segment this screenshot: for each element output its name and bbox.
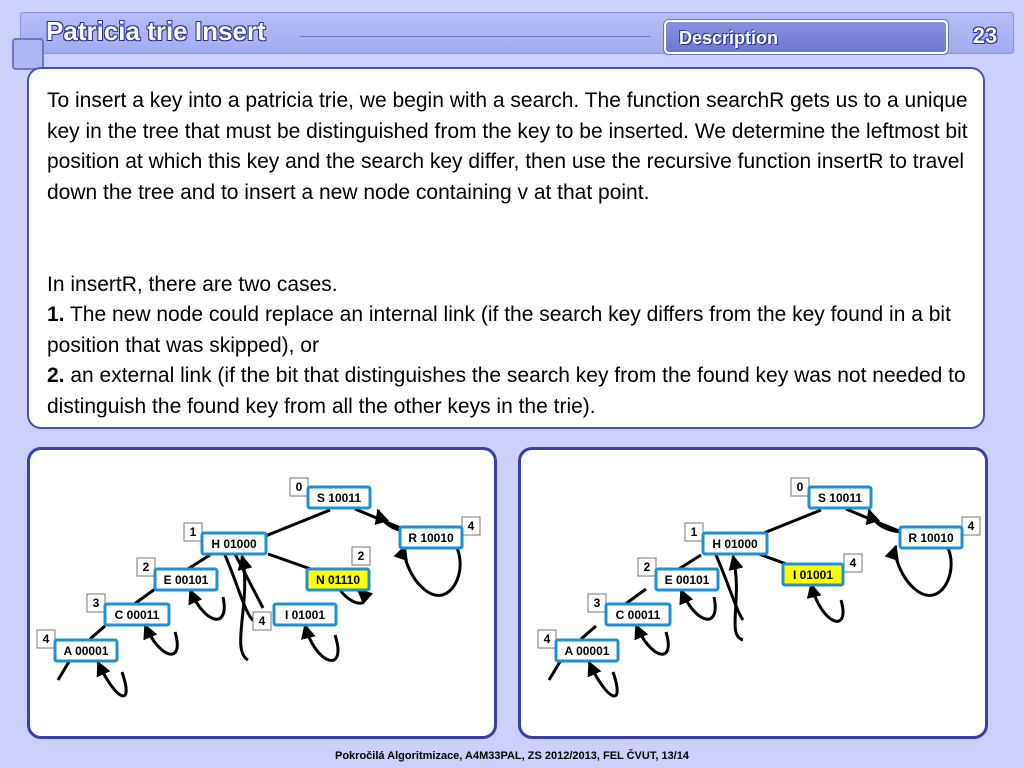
slide-title: Patricia trie Insert <box>46 16 266 46</box>
node-key: S 10011 <box>817 491 863 505</box>
node-S <box>290 478 370 508</box>
node-key: R 10010 <box>408 531 454 545</box>
text-panel <box>27 67 985 429</box>
diagram-right <box>518 447 988 739</box>
corner-decoration <box>12 38 44 70</box>
case-2 <box>47 361 972 422</box>
node-key: S 10011 <box>316 491 362 505</box>
node-I <box>253 604 336 630</box>
case-1-number: 1. <box>47 303 65 326</box>
node-E <box>137 558 217 590</box>
node-A <box>538 630 618 661</box>
node-H <box>685 523 767 554</box>
diagram-left <box>27 447 497 739</box>
case-1-text: The new node could replace an internal link (if the search key differs from the key found in a bit position that was skipped), or <box>47 303 951 357</box>
node-C <box>87 594 169 625</box>
node-E <box>638 558 718 590</box>
header-divider <box>300 36 650 37</box>
node-key: I 01001 <box>284 608 326 622</box>
footer: Pokročilá Algoritmizace, A4M33PAL, ZS 2012/2013, FEL ČVUT, 13/14 <box>335 750 689 762</box>
bit-index: 0 <box>295 480 303 494</box>
bit-index: 3 <box>593 596 601 610</box>
node-key: E 00101 <box>163 573 209 587</box>
patricia-trie-left <box>30 450 497 739</box>
bit-index: 4 <box>42 632 50 646</box>
case-1 <box>47 300 972 361</box>
page-number: 23 <box>972 23 998 48</box>
bit-index: 4 <box>849 556 857 570</box>
bit-index: 4 <box>967 519 975 533</box>
section-label: Description <box>679 28 779 48</box>
intro-paragraph: To insert a key into a patricia trie, we begin with a search. The function searchR gets us to a unique key in the tree that must be distinguished from the key to be inserted. We determine the leftmost bit position at which this key and the search key differ, then use the recursive function insertR to travel down the tree and to insert a new node containing v at that point. <box>47 89 968 204</box>
case-2-number: 2. <box>47 364 65 387</box>
section-tab <box>664 20 948 54</box>
node-key: R 10010 <box>908 531 954 545</box>
patricia-trie-right <box>521 450 988 739</box>
node-N <box>307 547 370 590</box>
bit-index: 2 <box>357 549 365 563</box>
node-S <box>791 478 871 508</box>
node-key: A 00001 <box>564 644 610 658</box>
node-key: E 00101 <box>664 573 710 587</box>
bit-index: 4 <box>543 632 551 646</box>
bit-index: 2 <box>643 560 651 574</box>
cases-intro: In insertR, there are two cases. <box>47 273 338 296</box>
node-I <box>783 554 862 585</box>
bit-index: 4 <box>258 614 266 628</box>
bit-index: 1 <box>690 525 698 539</box>
node-key: H 01000 <box>211 537 257 551</box>
node-key: A 00001 <box>63 644 109 658</box>
node-key: H 01000 <box>712 537 758 551</box>
node-R <box>400 517 480 548</box>
node-C <box>588 594 670 625</box>
node-A <box>37 630 117 661</box>
bit-index: 3 <box>92 596 100 610</box>
node-key: C 00011 <box>114 608 160 622</box>
bit-index: 2 <box>142 560 150 574</box>
bit-index: 0 <box>796 480 804 494</box>
case-2-text: an external link (if the bit that distinguishes the search key from the found key was not needed to distinguish the found key from all the other keys in the trie). <box>47 364 966 418</box>
node-key: I 01001 <box>792 568 834 582</box>
node-R <box>900 517 980 548</box>
bit-index: 4 <box>467 519 475 533</box>
bit-index: 1 <box>189 525 197 539</box>
node-key: C 00011 <box>615 608 661 622</box>
node-H <box>184 523 266 554</box>
node-key: N 01110 <box>315 573 361 587</box>
